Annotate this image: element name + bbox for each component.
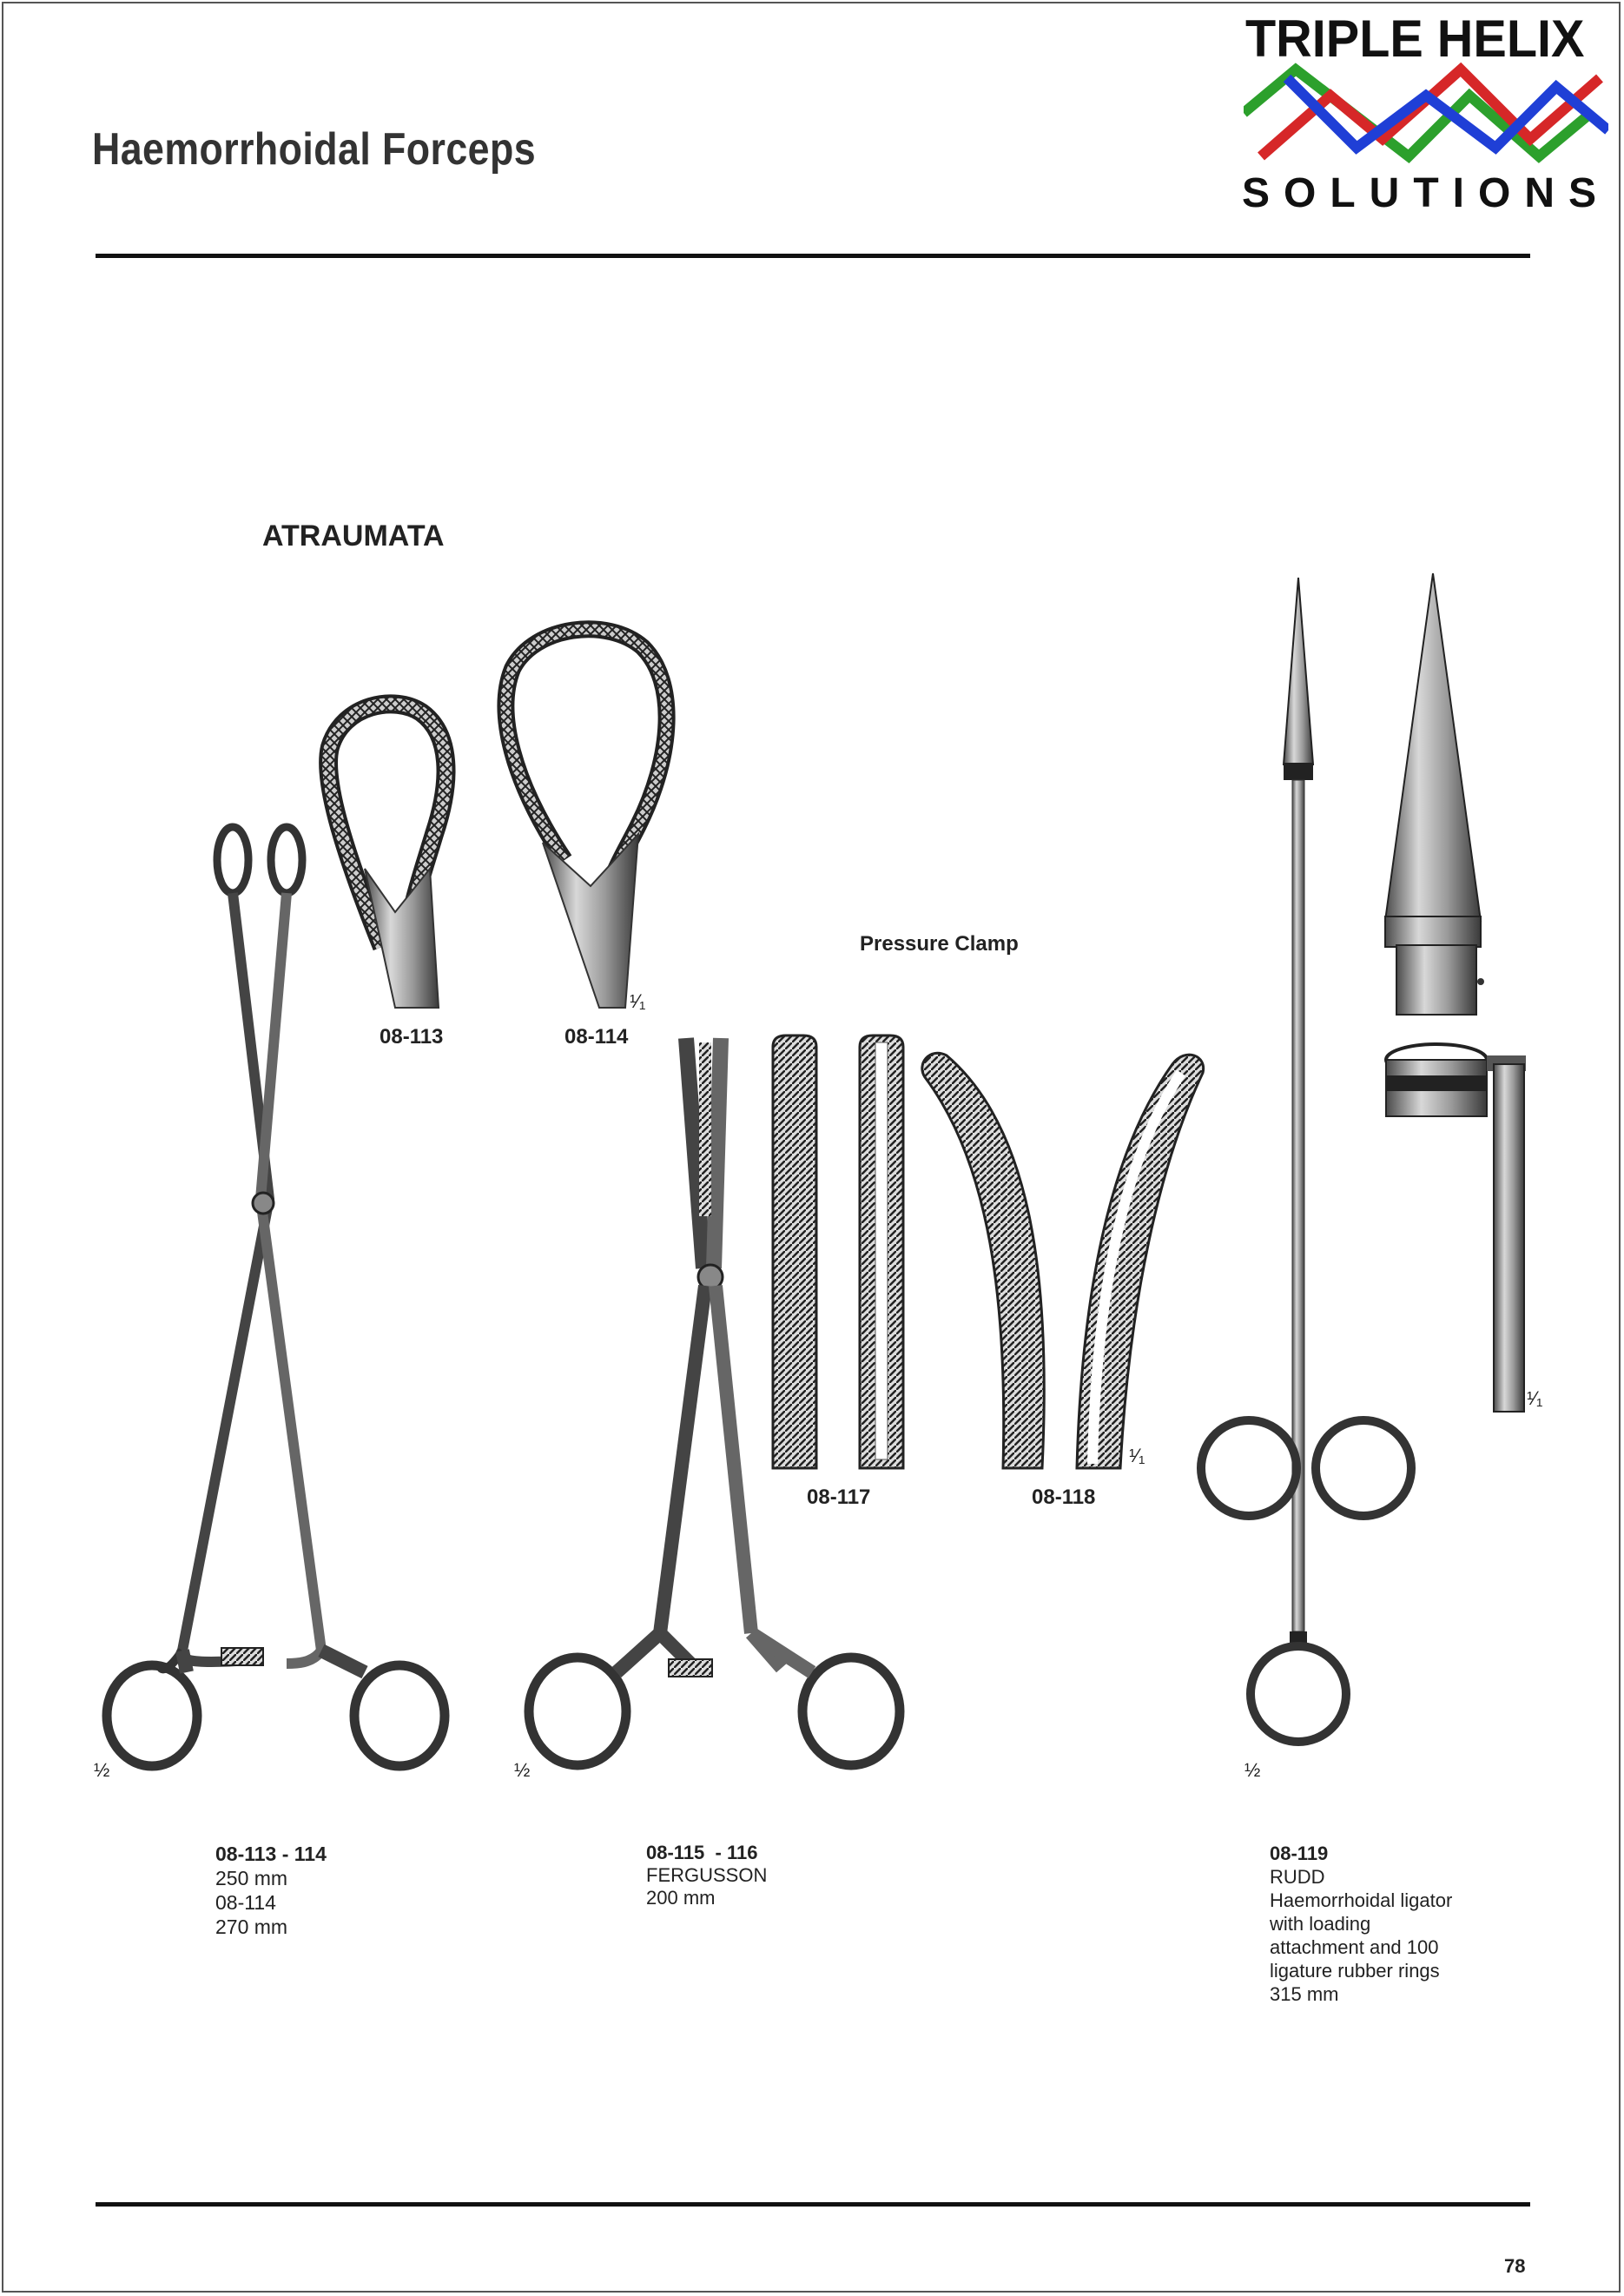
product-line: with loading xyxy=(1270,1913,1371,1935)
jaw-08-113-drawing xyxy=(328,704,446,1008)
product-line: Haemorrhoidal ligator xyxy=(1270,1889,1453,1911)
page-number: 78 xyxy=(1504,2255,1526,2277)
scale-label-119-detail: ¹⁄₁ xyxy=(1527,1387,1543,1409)
product-line: FERGUSSON xyxy=(646,1864,768,1886)
cone-detail-drawing xyxy=(1385,573,1526,1412)
product-08-113-114 xyxy=(215,1842,327,1939)
footer-rule xyxy=(96,2202,1530,2207)
page-title: Haemorrhoidal Forceps xyxy=(92,124,537,175)
forceps-08-115-116-drawing xyxy=(529,1038,900,1765)
section-heading: ATRAUMATA xyxy=(262,519,445,552)
product-line: 08-114 xyxy=(215,1891,276,1914)
scale-label-114: ¹⁄₁ xyxy=(630,990,646,1012)
pressure-clamp-label: Pressure Clamp xyxy=(860,932,1019,956)
product-code: 08-119 xyxy=(1270,1843,1329,1864)
product-08-115-116 xyxy=(646,1842,767,1909)
product-08-119 xyxy=(1270,1842,1452,2006)
scale-label-113-114: ½ xyxy=(94,1759,110,1781)
ligator-08-119-drawing xyxy=(1201,578,1411,1742)
product-line: 250 mm xyxy=(215,1867,288,1889)
product-line: attachment and 100 xyxy=(1270,1936,1439,1958)
product-line: ligature rubber rings xyxy=(1270,1960,1440,1982)
product-line: 270 mm xyxy=(215,1916,288,1938)
label-08-113: 08-113 xyxy=(380,1025,444,1049)
scale-label-115-116: ½ xyxy=(514,1759,531,1781)
jaw-08-114-drawing xyxy=(506,629,667,1008)
logo-line-1: TRIPLE HELIX xyxy=(1245,10,1585,68)
jaw-08-117-drawing xyxy=(773,1036,903,1468)
label-08-117: 08-117 xyxy=(807,1485,871,1509)
logo-line-2: SOLUTIONS xyxy=(1242,170,1611,216)
scale-label-118: ¹⁄₁ xyxy=(1129,1445,1145,1466)
product-code: 08-113 - 114 xyxy=(215,1843,327,1865)
product-line: 200 mm xyxy=(646,1887,716,1909)
label-08-114: 08-114 xyxy=(564,1025,629,1049)
product-line: RUDD xyxy=(1270,1866,1325,1888)
product-line: 315 mm xyxy=(1270,1983,1339,2005)
scale-label-119: ½ xyxy=(1244,1759,1261,1781)
jaw-08-118-drawing xyxy=(922,1053,1204,1468)
product-code: 08-115 - 116 xyxy=(646,1842,758,1863)
label-08-118: 08-118 xyxy=(1032,1485,1096,1509)
